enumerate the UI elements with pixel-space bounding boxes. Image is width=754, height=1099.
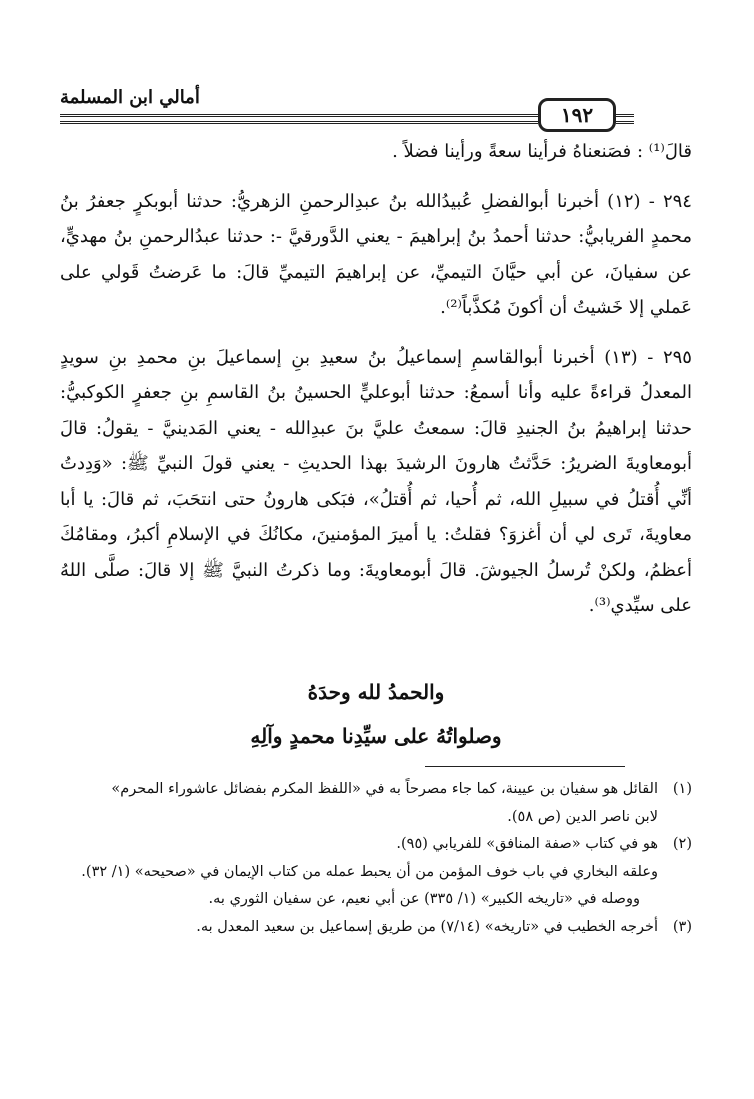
- footnote-3: [60, 914, 692, 942]
- footnote-number: (١): [672, 781, 692, 797]
- footnote-text: أخرجه الخطيب في «تاريخه» (٧/١٤) من طريق إسماعيل بن سعيد المعدل به.: [196, 918, 658, 935]
- closing-doxology: [60, 670, 692, 770]
- footnote-text: القائل هو سفيان بن عيينة، كما جاء مصرحاً به في «اللفظ المكرم بفضائل عاشوراء المحرم»: [111, 781, 658, 797]
- header-double-rule: [60, 114, 538, 124]
- main-text: [60, 134, 692, 654]
- footnote-number: (٢): [672, 836, 692, 852]
- page-number: ١٩٢: [538, 98, 616, 132]
- hadith-entry-295: ٢٩٥ - (١٣) أخبرنا أبوالقاسمِ إسماعيلُ بنُ سعيدِ بنِ إسماعيلَ بنِ محمدِ بنِ سويدٍ المعدلُ قراءةً عليه وأنا أسمعُ: حدثنا أبوعليٍّ الحسينُ بنُ القاسمِ بنِ جعفرٍ الكوكبيُّ: حدثنا إبراهيمُ بنُ الجنيدِ قالَ: سمعتُ عليَّ بنَ عبدِالله - يعني المَدينيَّ - يقولُ: قالَ أبومعاويةَ الضريرُ: حَدَّثتُ هارونَ الرشيدَ بهذا الحديثِ - يعني قولَ النبيِّ ﷺ: «وَدِدتُ أنِّي أُقتلُ في سبيلِ الله، ثم أُحيا، ثم أُقتلُ»، فبَكى هارونُ حتى انتحَبَ، ثم قالَ: يا أبا معاويةَ، تَرى لي أن أغزوَ؟ فقلتُ: يا أميرَ المؤمنينَ، مكانُكَ في الإسلامِ أكبرُ، ومقامُكَ أعظمُ، ولكنْ تُرسلُ الجيوشَ. قالَ أبومعاويةَ: وما ذكرتُ النبيَّ ﷺ إلا قالَ: صلَّى اللهُ على سيِّدي⁽³⁾.: [60, 346, 692, 616]
- closing-line-2: وصلواتُهُ على سيِّدِنا محمدٍ وآلِهِ: [250, 724, 502, 748]
- footnote-2-continuation: وعلقه البخاري في باب خوف المؤمن من أن يحبط عمله من كتاب الإيمان في «صحيحه» (١/ ٣٢).: [81, 863, 658, 880]
- continuation-line: قالَ⁽¹⁾ : فصَنعناهُ فرأينا سعةً ورأينا فضلاً .: [392, 141, 692, 162]
- closing-line-1: والحمدُ لله وحدَهُ: [307, 680, 445, 704]
- footnote-2: [60, 831, 692, 859]
- footnote-number: (٣): [672, 918, 692, 935]
- footnote-1: [60, 776, 692, 804]
- page-header: [60, 84, 692, 134]
- header-double-rule-end: [616, 114, 634, 124]
- footnote-text: هو في كتاب «صفة المنافق» للفريابي (٩٥).: [396, 836, 658, 852]
- hadith-entry-294: ٢٩٤ - (١٢) أخبرنا أبوالفضلِ عُبيدُالله بنُ عبدِالرحمنِ الزهريُّ: حدثنا أبوبكرٍ جعفرُ بنُ محمدٍ الفريابيُّ: حدثنا أحمدُ بنُ إبراهيمَ - يعني الدَّورقيَّ -: حدثنا عبدُالرحمنِ بنُ مهديٍّ، عن سفيانَ، عن أبي حيَّانَ التيميِّ، عن إبراهيمَ التيميِّ قالَ: ما عَرضتُ قَولي على عَملي إلا خَشيتُ أن أكونَ مُكذَّباً⁽²⁾.: [60, 190, 692, 318]
- footnote-1-continuation: لابن ناصر الدين (ص ٥٨).: [507, 808, 658, 825]
- footnote-2-continuation-2: ووصله في «تاريخه الكبير» (١/ ٣٣٥) عن أبي نعيم، عن سفيان الثوري به.: [208, 891, 640, 907]
- running-title: أمالي ابن المسلمة: [60, 87, 200, 108]
- footnotes: [60, 776, 692, 996]
- footnote-separator: [425, 766, 625, 767]
